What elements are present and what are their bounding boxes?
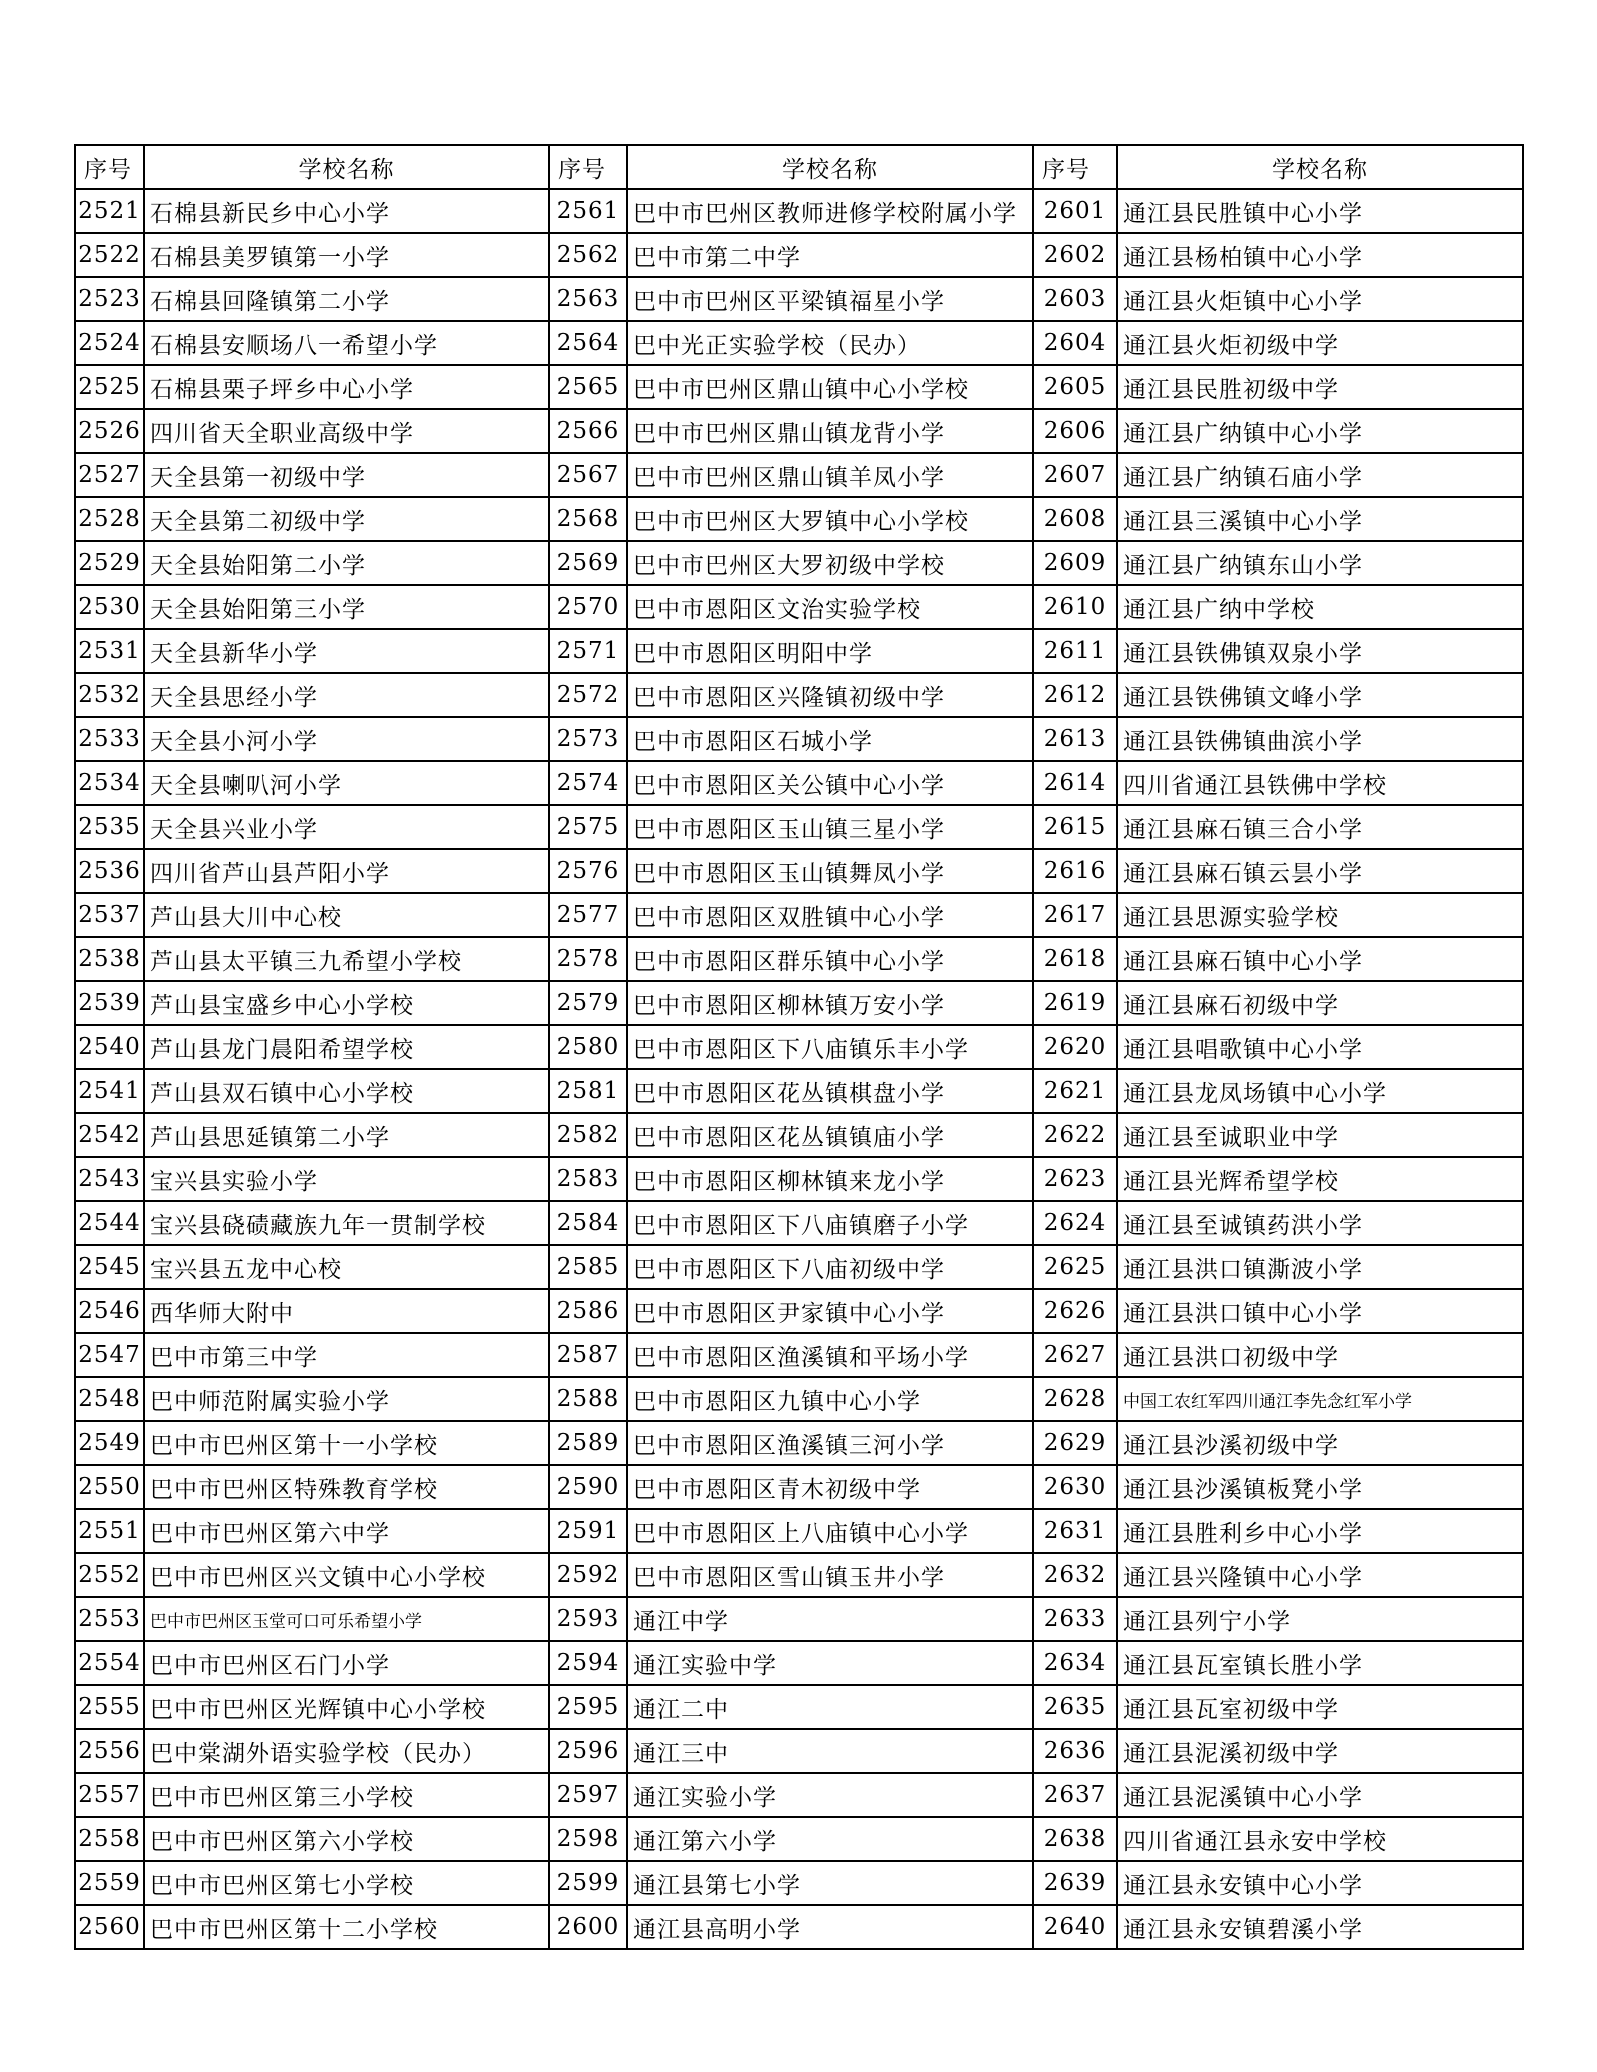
row-seq-number: 2569 — [549, 541, 627, 585]
row-seq-number: 2524 — [75, 321, 144, 365]
row-seq-number: 2615 — [1033, 805, 1117, 849]
row-school-name: 通江县麻石镇云昙小学 — [1117, 849, 1523, 893]
row-school-name: 芦山县双石镇中心小学校 — [144, 1069, 549, 1113]
row-school-name: 天全县第二初级中学 — [144, 497, 549, 541]
row-school-name: 巴中光正实验学校（民办） — [627, 321, 1033, 365]
row-seq-number: 2545 — [75, 1245, 144, 1289]
row-seq-number: 2539 — [75, 981, 144, 1025]
table-row — [75, 717, 1523, 761]
row-seq-number: 2640 — [1033, 1905, 1117, 1949]
row-school-name: 天全县始阳第三小学 — [144, 585, 549, 629]
row-school-name: 巴中市恩阳区上八庙镇中心小学 — [627, 1509, 1033, 1553]
row-seq-number: 2551 — [75, 1509, 144, 1553]
row-seq-number: 2541 — [75, 1069, 144, 1113]
table-row — [75, 1025, 1523, 1069]
row-school-name: 宝兴县五龙中心校 — [144, 1245, 549, 1289]
row-school-name: 巴中市恩阳区下八庙镇磨子小学 — [627, 1201, 1033, 1245]
row-seq-number: 2564 — [549, 321, 627, 365]
row-school-name: 四川省天全职业高级中学 — [144, 409, 549, 453]
row-school-name: 通江县广纳中学校 — [1117, 585, 1523, 629]
row-school-name: 巴中市巴州区光辉镇中心小学校 — [144, 1685, 549, 1729]
row-school-name: 巴中棠湖外语实验学校（民办） — [144, 1729, 549, 1773]
row-school-name: 巴中市恩阳区文治实验学校 — [627, 585, 1033, 629]
row-seq-number: 2526 — [75, 409, 144, 453]
row-seq-number: 2632 — [1033, 1553, 1117, 1597]
row-seq-number: 2538 — [75, 937, 144, 981]
row-school-name: 芦山县龙门晨阳希望学校 — [144, 1025, 549, 1069]
row-school-name: 巴中市恩阳区关公镇中心小学 — [627, 761, 1033, 805]
row-school-name: 宝兴县硗碛藏族九年一贯制学校 — [144, 1201, 549, 1245]
row-school-name: 通江县胜利乡中心小学 — [1117, 1509, 1523, 1553]
row-seq-number: 2535 — [75, 805, 144, 849]
row-seq-number: 2559 — [75, 1861, 144, 1905]
row-seq-number: 2582 — [549, 1113, 627, 1157]
row-school-name: 通江县泥溪初级中学 — [1117, 1729, 1523, 1773]
row-seq-number: 2533 — [75, 717, 144, 761]
row-seq-number: 2556 — [75, 1729, 144, 1773]
row-school-name: 巴中市巴州区教师进修学校附属小学 — [627, 189, 1033, 233]
table-row — [75, 585, 1523, 629]
row-school-name: 巴中市恩阳区九镇中心小学 — [627, 1377, 1033, 1421]
row-school-name: 西华师大附中 — [144, 1289, 549, 1333]
row-seq-number: 2583 — [549, 1157, 627, 1201]
row-school-name: 芦山县大川中心校 — [144, 893, 549, 937]
row-school-name: 天全县兴业小学 — [144, 805, 549, 849]
row-school-name: 通江县广纳镇东山小学 — [1117, 541, 1523, 585]
table-row — [75, 233, 1523, 277]
table-body — [75, 189, 1523, 1949]
row-school-name: 巴中市恩阳区渔溪镇和平场小学 — [627, 1333, 1033, 1377]
row-seq-number: 2574 — [549, 761, 627, 805]
row-seq-number: 2584 — [549, 1201, 627, 1245]
row-school-name: 通江县泥溪镇中心小学 — [1117, 1773, 1523, 1817]
row-seq-number: 2611 — [1033, 629, 1117, 673]
row-seq-number: 2617 — [1033, 893, 1117, 937]
row-school-name: 巴中市巴州区大罗初级中学校 — [627, 541, 1033, 585]
row-school-name: 巴中市巴州区第十一小学校 — [144, 1421, 549, 1465]
row-school-name: 巴中市巴州区兴文镇中心小学校 — [144, 1553, 549, 1597]
row-seq-number: 2600 — [549, 1905, 627, 1949]
row-school-name: 巴中市恩阳区下八庙初级中学 — [627, 1245, 1033, 1289]
table-row — [75, 453, 1523, 497]
row-seq-number: 2548 — [75, 1377, 144, 1421]
row-seq-number: 2591 — [549, 1509, 627, 1553]
row-seq-number: 2562 — [549, 233, 627, 277]
row-school-name: 芦山县宝盛乡中心小学校 — [144, 981, 549, 1025]
row-school-name: 通江县沙溪镇板凳小学 — [1117, 1465, 1523, 1509]
row-school-name: 通江第六小学 — [627, 1817, 1033, 1861]
row-school-name: 巴中市恩阳区花丛镇棋盘小学 — [627, 1069, 1033, 1113]
row-school-name: 巴中市恩阳区花丛镇镇庙小学 — [627, 1113, 1033, 1157]
row-seq-number: 2606 — [1033, 409, 1117, 453]
row-seq-number: 2540 — [75, 1025, 144, 1069]
row-school-name: 通江县火炬初级中学 — [1117, 321, 1523, 365]
row-school-name: 石棉县安顺场八一希望小学 — [144, 321, 549, 365]
row-seq-number: 2581 — [549, 1069, 627, 1113]
row-seq-number: 2566 — [549, 409, 627, 453]
row-school-name: 巴中市巴州区特殊教育学校 — [144, 1465, 549, 1509]
row-seq-number: 2557 — [75, 1773, 144, 1817]
row-seq-number: 2537 — [75, 893, 144, 937]
row-seq-number: 2633 — [1033, 1597, 1117, 1641]
row-seq-number: 2630 — [1033, 1465, 1117, 1509]
table-row — [75, 1245, 1523, 1289]
row-seq-number: 2580 — [549, 1025, 627, 1069]
row-school-name: 巴中师范附属实验小学 — [144, 1377, 549, 1421]
row-seq-number: 2616 — [1033, 849, 1117, 893]
table-row — [75, 937, 1523, 981]
row-school-name: 巴中市巴州区大罗镇中心小学校 — [627, 497, 1033, 541]
table-row — [75, 1509, 1523, 1553]
row-school-name: 巴中市巴州区第七小学校 — [144, 1861, 549, 1905]
table-row — [75, 1685, 1523, 1729]
table-row — [75, 365, 1523, 409]
row-seq-number: 2601 — [1033, 189, 1117, 233]
table-row — [75, 1773, 1523, 1817]
row-school-name: 巴中市恩阳区渔溪镇三河小学 — [627, 1421, 1033, 1465]
row-school-name: 通江县麻石初级中学 — [1117, 981, 1523, 1025]
row-seq-number: 2572 — [549, 673, 627, 717]
table-row — [75, 541, 1523, 585]
row-school-name: 中国工农红军四川通江李先念红军小学 — [1117, 1377, 1523, 1421]
row-school-name: 通江县三溪镇中心小学 — [1117, 497, 1523, 541]
row-seq-number: 2589 — [549, 1421, 627, 1465]
table-row — [75, 1597, 1523, 1641]
row-school-name: 通江县广纳镇中心小学 — [1117, 409, 1523, 453]
row-school-name: 通江县杨柏镇中心小学 — [1117, 233, 1523, 277]
header-name-3: 学校名称 — [1117, 145, 1523, 189]
row-school-name: 通江县民胜初级中学 — [1117, 365, 1523, 409]
row-seq-number: 2628 — [1033, 1377, 1117, 1421]
row-school-name: 巴中市巴州区第十二小学校 — [144, 1905, 549, 1949]
row-school-name: 石棉县美罗镇第一小学 — [144, 233, 549, 277]
row-seq-number: 2525 — [75, 365, 144, 409]
row-school-name: 通江县瓦室镇长胜小学 — [1117, 1641, 1523, 1685]
row-school-name: 通江县列宁小学 — [1117, 1597, 1523, 1641]
row-seq-number: 2542 — [75, 1113, 144, 1157]
row-school-name: 巴中市恩阳区柳林镇万安小学 — [627, 981, 1033, 1025]
header-name-1: 学校名称 — [144, 145, 549, 189]
row-seq-number: 2522 — [75, 233, 144, 277]
row-school-name: 巴中市巴州区平梁镇福星小学 — [627, 277, 1033, 321]
row-school-name: 通江县瓦室初级中学 — [1117, 1685, 1523, 1729]
table-row — [75, 981, 1523, 1025]
row-school-name: 巴中市恩阳区群乐镇中心小学 — [627, 937, 1033, 981]
row-school-name: 巴中市巴州区鼎山镇龙背小学 — [627, 409, 1033, 453]
row-seq-number: 2550 — [75, 1465, 144, 1509]
table-row — [75, 409, 1523, 453]
row-seq-number: 2532 — [75, 673, 144, 717]
row-school-name: 通江二中 — [627, 1685, 1033, 1729]
row-seq-number: 2573 — [549, 717, 627, 761]
row-seq-number: 2636 — [1033, 1729, 1117, 1773]
row-seq-number: 2602 — [1033, 233, 1117, 277]
row-school-name: 通江县洪口镇澌波小学 — [1117, 1245, 1523, 1289]
row-seq-number: 2565 — [549, 365, 627, 409]
row-school-name: 巴中市巴州区玉堂可口可乐希望小学 — [144, 1597, 549, 1641]
row-school-name: 巴中市巴州区鼎山镇中心小学校 — [627, 365, 1033, 409]
table-row — [75, 1817, 1523, 1861]
row-seq-number: 2558 — [75, 1817, 144, 1861]
row-seq-number: 2552 — [75, 1553, 144, 1597]
row-seq-number: 2609 — [1033, 541, 1117, 585]
row-seq-number: 2607 — [1033, 453, 1117, 497]
row-school-name: 四川省通江县铁佛中学校 — [1117, 761, 1523, 805]
table-row — [75, 849, 1523, 893]
row-seq-number: 2554 — [75, 1641, 144, 1685]
row-seq-number: 2608 — [1033, 497, 1117, 541]
row-school-name: 巴中市第二中学 — [627, 233, 1033, 277]
row-seq-number: 2590 — [549, 1465, 627, 1509]
row-seq-number: 2625 — [1033, 1245, 1117, 1289]
row-seq-number: 2586 — [549, 1289, 627, 1333]
row-school-name: 通江县沙溪初级中学 — [1117, 1421, 1523, 1465]
row-seq-number: 2543 — [75, 1157, 144, 1201]
row-seq-number: 2619 — [1033, 981, 1117, 1025]
row-school-name: 通江县兴隆镇中心小学 — [1117, 1553, 1523, 1597]
row-school-name: 通江县火炬镇中心小学 — [1117, 277, 1523, 321]
header-seq-2: 序号 — [549, 145, 627, 189]
row-seq-number: 2521 — [75, 189, 144, 233]
row-school-name: 通江县广纳镇石庙小学 — [1117, 453, 1523, 497]
row-seq-number: 2592 — [549, 1553, 627, 1597]
row-seq-number: 2610 — [1033, 585, 1117, 629]
row-seq-number: 2563 — [549, 277, 627, 321]
row-school-name: 通江县铁佛镇曲滨小学 — [1117, 717, 1523, 761]
row-seq-number: 2603 — [1033, 277, 1117, 321]
row-seq-number: 2536 — [75, 849, 144, 893]
row-school-name: 通江县永安镇碧溪小学 — [1117, 1905, 1523, 1949]
row-school-name: 巴中市恩阳区玉山镇舞凤小学 — [627, 849, 1033, 893]
row-seq-number: 2549 — [75, 1421, 144, 1465]
table-row — [75, 673, 1523, 717]
row-seq-number: 2627 — [1033, 1333, 1117, 1377]
row-school-name: 巴中市巴州区石门小学 — [144, 1641, 549, 1685]
row-school-name: 通江县洪口初级中学 — [1117, 1333, 1523, 1377]
row-seq-number: 2620 — [1033, 1025, 1117, 1069]
header-row — [75, 145, 1523, 189]
table-row — [75, 1201, 1523, 1245]
row-seq-number: 2576 — [549, 849, 627, 893]
row-seq-number: 2626 — [1033, 1289, 1117, 1333]
header-name-2: 学校名称 — [627, 145, 1033, 189]
table-row — [75, 1905, 1523, 1949]
row-seq-number: 2613 — [1033, 717, 1117, 761]
row-seq-number: 2597 — [549, 1773, 627, 1817]
row-seq-number: 2585 — [549, 1245, 627, 1289]
row-seq-number: 2638 — [1033, 1817, 1117, 1861]
row-seq-number: 2599 — [549, 1861, 627, 1905]
row-school-name: 通江县铁佛镇文峰小学 — [1117, 673, 1523, 717]
row-school-name: 通江县至诚职业中学 — [1117, 1113, 1523, 1157]
row-school-name: 芦山县太平镇三九希望小学校 — [144, 937, 549, 981]
row-seq-number: 2598 — [549, 1817, 627, 1861]
row-school-name: 石棉县栗子坪乡中心小学 — [144, 365, 549, 409]
row-school-name: 巴中市恩阳区柳林镇来龙小学 — [627, 1157, 1033, 1201]
row-school-name: 通江县麻石镇三合小学 — [1117, 805, 1523, 849]
row-seq-number: 2595 — [549, 1685, 627, 1729]
row-school-name: 通江县思源实验学校 — [1117, 893, 1523, 937]
row-school-name: 天全县始阳第二小学 — [144, 541, 549, 585]
row-seq-number: 2523 — [75, 277, 144, 321]
row-school-name: 通江县第七小学 — [627, 1861, 1033, 1905]
row-seq-number: 2568 — [549, 497, 627, 541]
row-seq-number: 2528 — [75, 497, 144, 541]
row-school-name: 巴中市恩阳区兴隆镇初级中学 — [627, 673, 1033, 717]
row-school-name: 通江县民胜镇中心小学 — [1117, 189, 1523, 233]
table-row — [75, 1465, 1523, 1509]
row-seq-number: 2614 — [1033, 761, 1117, 805]
row-school-name: 天全县喇叭河小学 — [144, 761, 549, 805]
row-school-name: 石棉县回隆镇第二小学 — [144, 277, 549, 321]
row-school-name: 天全县小河小学 — [144, 717, 549, 761]
table-row — [75, 1377, 1523, 1421]
row-seq-number: 2578 — [549, 937, 627, 981]
row-seq-number: 2637 — [1033, 1773, 1117, 1817]
row-seq-number: 2534 — [75, 761, 144, 805]
row-school-name: 巴中市恩阳区石城小学 — [627, 717, 1033, 761]
row-school-name: 通江中学 — [627, 1597, 1033, 1641]
table-row — [75, 321, 1523, 365]
row-seq-number: 2634 — [1033, 1641, 1117, 1685]
row-school-name: 宝兴县实验小学 — [144, 1157, 549, 1201]
table-row — [75, 1641, 1523, 1685]
row-seq-number: 2530 — [75, 585, 144, 629]
row-seq-number: 2622 — [1033, 1113, 1117, 1157]
row-seq-number: 2631 — [1033, 1509, 1117, 1553]
row-school-name: 芦山县思延镇第二小学 — [144, 1113, 549, 1157]
row-school-name: 通江县高明小学 — [627, 1905, 1033, 1949]
row-school-name: 通江县洪口镇中心小学 — [1117, 1289, 1523, 1333]
row-school-name: 通江县麻石镇中心小学 — [1117, 937, 1523, 981]
row-school-name: 石棉县新民乡中心小学 — [144, 189, 549, 233]
header-seq-3: 序号 — [1033, 145, 1117, 189]
table-row — [75, 1861, 1523, 1905]
table-row — [75, 761, 1523, 805]
row-seq-number: 2624 — [1033, 1201, 1117, 1245]
row-school-name: 通江县唱歌镇中心小学 — [1117, 1025, 1523, 1069]
row-school-name: 巴中市恩阳区尹家镇中心小学 — [627, 1289, 1033, 1333]
row-school-name: 通江实验中学 — [627, 1641, 1033, 1685]
row-seq-number: 2588 — [549, 1377, 627, 1421]
row-seq-number: 2612 — [1033, 673, 1117, 717]
row-seq-number: 2546 — [75, 1289, 144, 1333]
table-row — [75, 1553, 1523, 1597]
row-school-name: 巴中市巴州区第六小学校 — [144, 1817, 549, 1861]
row-seq-number: 2605 — [1033, 365, 1117, 409]
row-school-name: 巴中市恩阳区双胜镇中心小学 — [627, 893, 1033, 937]
row-seq-number: 2529 — [75, 541, 144, 585]
row-seq-number: 2560 — [75, 1905, 144, 1949]
row-school-name: 通江县至诚镇药洪小学 — [1117, 1201, 1523, 1245]
row-seq-number: 2575 — [549, 805, 627, 849]
table-row — [75, 1289, 1523, 1333]
row-seq-number: 2635 — [1033, 1685, 1117, 1729]
row-school-name: 巴中市巴州区第三小学校 — [144, 1773, 549, 1817]
row-seq-number: 2553 — [75, 1597, 144, 1641]
row-seq-number: 2587 — [549, 1333, 627, 1377]
table-row — [75, 1069, 1523, 1113]
row-seq-number: 2629 — [1033, 1421, 1117, 1465]
row-seq-number: 2547 — [75, 1333, 144, 1377]
row-school-name: 通江实验小学 — [627, 1773, 1033, 1817]
row-seq-number: 2594 — [549, 1641, 627, 1685]
table-row — [75, 1421, 1523, 1465]
row-seq-number: 2593 — [549, 1597, 627, 1641]
row-school-name: 巴中市恩阳区明阳中学 — [627, 629, 1033, 673]
row-seq-number: 2623 — [1033, 1157, 1117, 1201]
row-seq-number: 2567 — [549, 453, 627, 497]
row-seq-number: 2531 — [75, 629, 144, 673]
table-row — [75, 1729, 1523, 1773]
table-row — [75, 805, 1523, 849]
table-row — [75, 893, 1523, 937]
row-seq-number: 2604 — [1033, 321, 1117, 365]
row-seq-number: 2618 — [1033, 937, 1117, 981]
row-school-name: 四川省芦山县芦阳小学 — [144, 849, 549, 893]
row-seq-number: 2571 — [549, 629, 627, 673]
row-school-name: 通江县龙凤场镇中心小学 — [1117, 1069, 1523, 1113]
school-list-table — [74, 144, 1524, 1950]
row-school-name: 四川省通江县永安中学校 — [1117, 1817, 1523, 1861]
table-row — [75, 189, 1523, 233]
row-seq-number: 2621 — [1033, 1069, 1117, 1113]
row-school-name: 通江县光辉希望学校 — [1117, 1157, 1523, 1201]
row-school-name: 巴中市巴州区第六中学 — [144, 1509, 549, 1553]
table-row — [75, 277, 1523, 321]
row-school-name: 巴中市恩阳区青木初级中学 — [627, 1465, 1033, 1509]
table-row — [75, 497, 1523, 541]
row-seq-number: 2639 — [1033, 1861, 1117, 1905]
row-seq-number: 2596 — [549, 1729, 627, 1773]
row-school-name: 通江县铁佛镇双泉小学 — [1117, 629, 1523, 673]
row-school-name: 天全县思经小学 — [144, 673, 549, 717]
row-seq-number: 2577 — [549, 893, 627, 937]
row-seq-number: 2570 — [549, 585, 627, 629]
row-school-name: 巴中市恩阳区玉山镇三星小学 — [627, 805, 1033, 849]
row-school-name: 天全县第一初级中学 — [144, 453, 549, 497]
table-row — [75, 1157, 1523, 1201]
row-school-name: 天全县新华小学 — [144, 629, 549, 673]
row-school-name: 通江县永安镇中心小学 — [1117, 1861, 1523, 1905]
row-school-name: 巴中市巴州区鼎山镇羊凤小学 — [627, 453, 1033, 497]
row-school-name: 通江三中 — [627, 1729, 1033, 1773]
row-seq-number: 2527 — [75, 453, 144, 497]
row-seq-number: 2561 — [549, 189, 627, 233]
table-row — [75, 629, 1523, 673]
row-seq-number: 2555 — [75, 1685, 144, 1729]
header-seq-1: 序号 — [75, 145, 144, 189]
table-row — [75, 1113, 1523, 1157]
row-school-name: 巴中市恩阳区雪山镇玉井小学 — [627, 1553, 1033, 1597]
row-seq-number: 2544 — [75, 1201, 144, 1245]
table-row — [75, 1333, 1523, 1377]
row-school-name: 巴中市第三中学 — [144, 1333, 549, 1377]
row-school-name: 巴中市恩阳区下八庙镇乐丰小学 — [627, 1025, 1033, 1069]
row-seq-number: 2579 — [549, 981, 627, 1025]
